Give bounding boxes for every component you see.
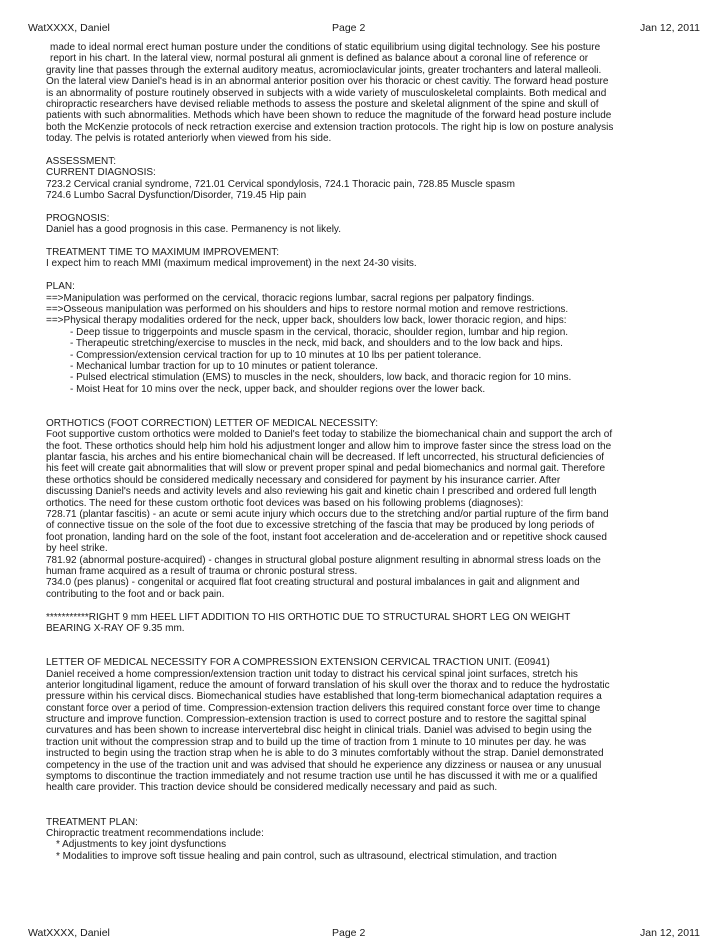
treatment-plan-intro: Chiropractic treatment recommendations include: <box>46 828 264 839</box>
text-line: curvatures and has been shown to increase intervertebral disc height in clinical trials. Daniel was advised to begin using the <box>46 725 592 737</box>
text-line: symptoms to discontinue the traction immediately and not resume traction use until he has discussed it with me or a qualified <box>46 771 598 783</box>
plan-subitem: - Mechanical lumbar traction for up to 10 minutes or patient tolerance. <box>70 360 378 372</box>
text-line: traction unit without the compression strap and to build up the time of traction from 1 minute to 10 minutes per day. he was <box>46 736 587 748</box>
text-line: is an abnormality of posture routinely observed in subjects with a wide variety of musculoskeletal complaints. Both medical and <box>46 87 607 99</box>
plan-section <box>46 281 666 395</box>
plan-subitem: - Therapeutic stretching/exercise to muscles in the neck, mid back, and shoulders and to the low back and hips. <box>70 338 563 350</box>
treatment-plan-heading: TREATMENT PLAN: <box>46 816 138 828</box>
plan-item: ==>Physical therapy modalities ordered for the neck, upper back, shoulders low back, lower thoracic region, and hips: <box>46 315 567 327</box>
text-line: chiropractic researchers have devised reliable methods to assess the posture and skeletal alignment of the spine and skull of <box>46 98 599 110</box>
text-line: made to ideal normal erect human posture under the conditions of static equilibrium using digital technology. See his posture <box>50 42 601 53</box>
page-footer <box>0 925 728 941</box>
header-date: Jan 12, 2011 <box>640 22 700 34</box>
text-line: report in his chart. In the lateral view, normal postural ali gnment is defined as balance about a coronal line of reference or <box>50 53 589 65</box>
plan-heading: PLAN: <box>46 281 75 293</box>
text-line: patients with such abnormalities. Methods which have been shown to reduce the magnitude of the forward head posture include <box>46 110 612 122</box>
text-line: discussing Daniel's needs and activity levels and also reviewing his gait and kinetic chain I prescribed and ordered full length <box>46 486 597 498</box>
prognosis-text: Daniel has a good prognosis in this case. Permanency is not likely. <box>46 224 341 236</box>
heel-lift-note <box>46 612 666 635</box>
text-line: gravity line that passes through the external auditory meatus, acromioclavicular joints, greater trochanters and lateral malleoli. <box>46 64 602 76</box>
posture-paragraph <box>46 42 666 145</box>
treatment-plan-section <box>46 817 666 863</box>
page-header <box>0 20 728 36</box>
traction-heading: LETTER OF MEDICAL NECESSITY FOR A COMPRESSION EXTENSION CERVICAL TRACTION UNIT. (E0941) <box>46 657 550 669</box>
diagnosis-line: 723.2 Cervical cranial syndrome, 721.01 Cervical spondylosis, 724.1 Thoracic pain, 728.85 Muscle spasm <box>46 178 515 190</box>
header-page-number: Page 2 <box>332 22 366 34</box>
plan-subitem: - Deep tissue to triggerpoints and muscle spasm in the cervical, thoracic, shoulder region, lumbar and hip region. <box>70 326 569 338</box>
header-patient-name: WatXXXX, Daniel <box>28 22 110 34</box>
prognosis-section <box>46 213 666 236</box>
text-line: contributing to the foot and or back pain. <box>46 588 225 600</box>
current-diagnosis-heading: CURRENT DIAGNOSIS: <box>46 167 156 179</box>
assessment-heading: ASSESSMENT: <box>46 155 117 167</box>
traction-section <box>46 657 666 794</box>
text-line: competency in the use of the traction unit and was advised that should he experience any dizziness or nausea or any unusual <box>46 759 602 771</box>
text-line: by heel strike. <box>46 543 108 555</box>
diagnosis-line: 724.6 Lumbo Sacral Dysfunction/Disorder, 719.45 Hip pain <box>46 190 307 202</box>
footer-patient-name: WatXXXX, Daniel <box>28 927 110 939</box>
text-line: ***********RIGHT 9 mm HEEL LIFT ADDITION TO HIS ORTHOTIC DUE TO STRUCTURAL SHORT LEG ON WEIGHT <box>46 611 571 623</box>
prognosis-heading: PROGNOSIS: <box>46 212 110 224</box>
text-line: structure and improve function. Compression-extension traction is used to correct posture and to restore the sagittal spinal <box>46 714 587 726</box>
text-line: human frame acquired as a result of trauma or chronic postural stress. <box>46 565 358 577</box>
treatment-time-text: I expect him to reach MMI (maximum medical improvement) in the next 24-30 visits. <box>46 258 417 270</box>
orthotics-section <box>46 418 666 600</box>
report-body <box>46 42 666 862</box>
text-line: instructed to begin using the traction strap when he is able to do 3 minutes comfortably without the strap. Daniel demonstrated <box>46 748 604 760</box>
text-line: these orthotics should be considered medically necessary and considered for payment by his insurance carrier. After <box>46 474 561 486</box>
text-line: BEARING X-RAY OF 9.35 mm. <box>46 622 185 634</box>
orthotics-heading: ORTHOTICS (FOOT CORRECTION) LETTER OF MEDICAL NECESSITY: <box>46 417 379 429</box>
text-line: 734.0 (pes planus) - congenital or acquired flat foot creating structural and postural imbalances in gait and alignment and <box>46 577 580 589</box>
plan-item: ==>Manipulation was performed on the cervical, thoracic regions lumbar, sacral regions per palpatory findings. <box>46 292 535 304</box>
footer-page-number: Page 2 <box>332 927 366 939</box>
text-line: foot pronation, landing hard on the sole of the foot, instant foot acceleration and de-acceleration and or repetitive shock caused <box>46 531 607 543</box>
text-line: 728.71 (plantar fascitis) - an acute or semi acute injury which occurs due to the stretching and/or partial rupture of the firm band <box>46 509 609 521</box>
text-line: today. The pelvis is rotated anteriorly when viewed from his side. <box>46 133 332 145</box>
text-line: health care provider. This traction device should be considered medically necessary and paid as such. <box>46 782 498 794</box>
text-line: of connective tissue on the sole of the foot due to excessive stretching of the fascia that may be produced by long periods of <box>46 520 595 532</box>
treatment-time-heading: TREATMENT TIME TO MAXIMUM IMPROVEMENT: <box>46 247 279 259</box>
text-line: both the McKenzie protocols of neck retraction exercise and extension traction protocols. The right hip is low on posture analysis <box>46 121 614 133</box>
text-line: orthotics. The need for these custom orthotic foot devices was based on his following problems (diagnoses): <box>46 497 524 509</box>
text-line: On the lateral view Daniel's head is in an abnormal anterior position over his thoracic or chest cavitiy. The forward head posture <box>46 76 609 88</box>
text-line: the foot. These orthotics should help him hold his adjustment longer and allow him to improve faster since the stress load on the <box>46 440 612 452</box>
assessment-section <box>46 156 666 202</box>
text-line: Daniel received a home compression/extension traction unit today to distract his cervical spinal joint surfaces, stretch his <box>46 668 578 680</box>
plan-item: ==>Osseous manipulation was performed on his shoulders and hips to restore normal motion and remove restrictions. <box>46 303 569 315</box>
text-line: 781.92 (abnormal posture-acquired) - changes in structural global posture alignment resulting in abnormal stress loads on the <box>46 554 601 566</box>
text-line: anterior longitudinal ligament, reduce the amount of forward translation of his skull over the thorax and to reduce the hydrostatic <box>46 679 610 691</box>
text-line: Foot supportive custom orthotics were molded to Daniel's feet today to stabilize the biomechanical chain and support the arch of <box>46 429 613 441</box>
plan-subitem: - Pulsed electrical stimulation (EMS) to muscles in the neck, shoulders, low back, and thoracic region for 10 mins. <box>70 372 572 384</box>
text-line: constant force over a period of time. Compression-extension traction delivers this required constant force over time to change <box>46 702 601 714</box>
treatment-plan-item: * Adjustments to key joint dysfunctions <box>56 839 227 851</box>
text-line: plantar fascia, his arches and his entire biomechanical chain will be decreased. If left uncorrected, his structural deficiencies of <box>46 452 605 464</box>
treatment-time-section <box>46 247 666 270</box>
text-line: his feet will create gait abnormalities that will slow or prevent proper spinal and pedal biomechanics and normal gait. Therefore <box>46 463 605 475</box>
plan-subitem: - Moist Heat for 10 mins over the neck, upper back, and shoulder regions over the lower back. <box>70 383 486 395</box>
treatment-plan-item: * Modalities to improve soft tissue healing and pain control, such as ultrasound, electrical stimulation, and traction <box>56 850 557 862</box>
text-line: pressure within his cervical discs. Biomechanical studies have established that long-term biomechanical adaptation requires a <box>46 691 602 703</box>
footer-date: Jan 12, 2011 <box>640 927 700 939</box>
plan-subitem: - Compression/extension cervical traction for up to 10 minutes at 10 lbs per patient tolerance. <box>70 349 482 361</box>
